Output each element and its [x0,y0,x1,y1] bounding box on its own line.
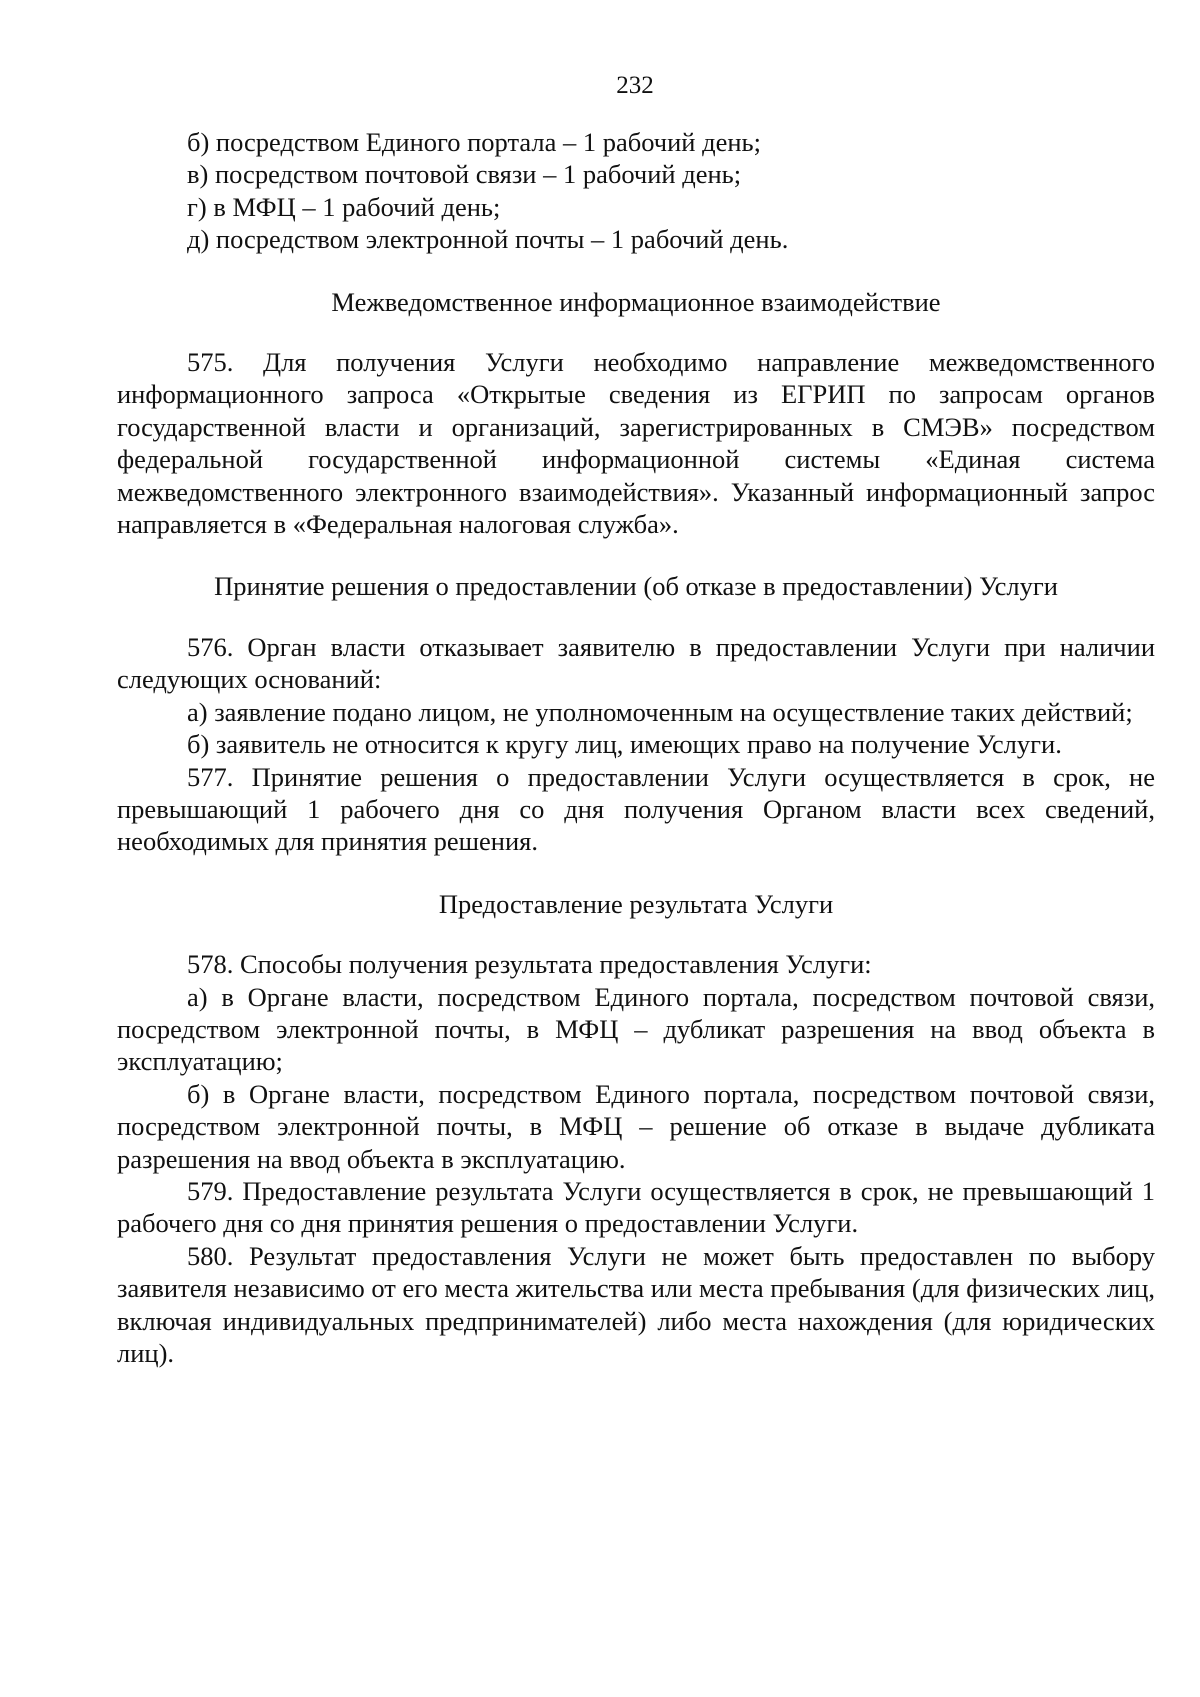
page-number: 232 [616,72,654,99]
paragraph-579: 579. Предоставление результата Услуги осуществляется в срок, не превышающий 1 рабочего дня со дня принятия решения о предоставлении Услуги. [117,1175,1155,1239]
paragraph-576-a: а) заявление подано лицом, не уполномоченным на осуществление таких действий; [187,696,1133,727]
paragraph-578-a: а) в Органе власти, посредством Единого портала, посредством почтовой связи, посредством электронной почты, в МФЦ – дубликат разрешения на ввод объекта в эксплуатацию; [117,981,1155,1077]
list-item: в) посредством почтовой связи – 1 рабочий день; [187,159,742,190]
document-body [117,126,1155,1369]
paragraph-578-b: б) в Органе власти, посредством Единого портала, посредством почтовой связи, посредством электронной почты, в МФЦ – решение об отказе в выдаче дубликата разрешения на ввод объекта в эксплуатацию. [117,1078,1155,1174]
paragraph-576: 576. Орган власти отказывает заявителю в предоставлении Услуги при наличии следующих оснований: [117,631,1155,695]
paragraph-580: 580. Результат предоставления Услуги не может быть предоставлен по выбору заявителя независимо от его места жительства или места пребывания (для физических лиц, включая индивидуальных предпринимателей) либо места нахождения (для юридических лиц). [117,1240,1155,1368]
paragraph-575: 575. Для получения Услуги необходимо направление межведомственного информационного запроса «Открытые сведения из ЕГРИП по запросам органов государственной власти и организаций, зарегистрированных в СМЭВ» посредством федеральной государственной информационной системы «Единая система межведомственного электронного взаимодействия». Указанный информационный запрос направляется в «Федеральная налоговая служба». [117,347,1155,540]
section-heading-interagency: Межведомственное информационное взаимодействие [331,286,941,317]
paragraph-578: 578. Способы получения результата предоставления Услуги: [187,949,872,980]
paragraph-576-b: б) заявитель не относится к кругу лиц, имеющих право на получение Услуги. [187,729,1062,760]
paragraph-577: 577. Принятие решения о предоставлении Услуги осуществляется в срок, не превышающий 1 рабочего дня со дня получения Органом власти всех сведений, необходимых для принятия решения. [117,761,1155,857]
section-heading-result: Предоставление результата Услуги [438,888,834,919]
list-item: д) посредством электронной почты – 1 рабочий день. [187,224,789,255]
section-heading-decision: Принятие решения о предоставлении (об отказе в предоставлении) Услуги [214,571,1058,602]
list-item: г) в МФЦ – 1 рабочий день; [187,191,501,222]
list-item: б) посредством Единого портала – 1 рабочий день; [187,127,761,157]
